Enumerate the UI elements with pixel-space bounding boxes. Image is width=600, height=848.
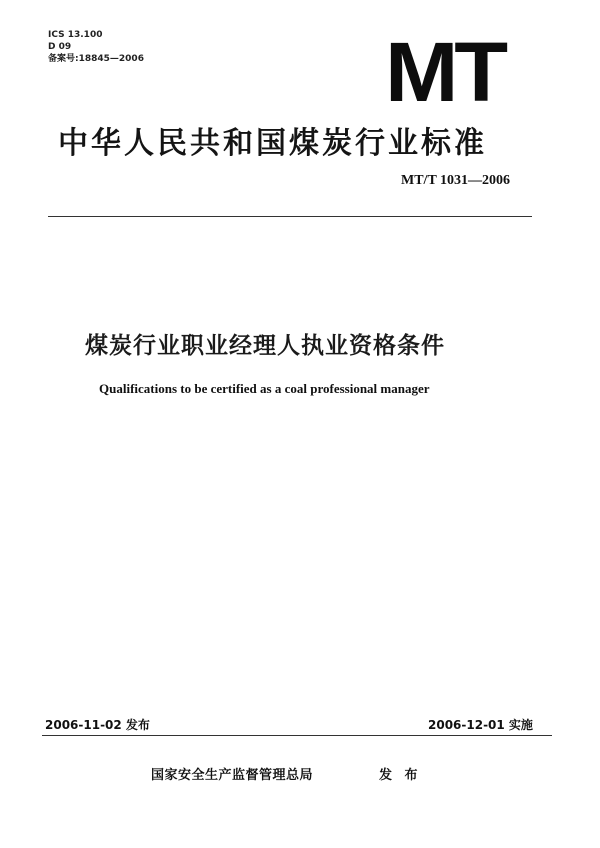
document-title: 煤炭行业职业经理人执业资格条件 (85, 333, 445, 359)
standard-category-title: 中华人民共和国煤炭行业标准 (58, 126, 487, 161)
implementation-date: 2006-12-01 实施 (428, 718, 533, 732)
classification-code: D 09 (48, 42, 72, 52)
issue-date: 2006-11-02 发布 (45, 718, 150, 732)
record-number: 备案号:18845—2006 (48, 54, 144, 64)
mt-logo: MT (385, 25, 504, 119)
ics-code: ICS 13.100 (48, 30, 103, 40)
standard-number: MT/T 1031—2006 (401, 173, 511, 188)
issue-label: 发 布 (379, 768, 422, 783)
footer-divider (42, 735, 552, 736)
issuing-authority: 国家安全生产监督管理总局 (151, 768, 314, 783)
document-subtitle: Qualifications to be certified as a coal professional manager (99, 381, 430, 396)
header-divider (48, 216, 532, 217)
